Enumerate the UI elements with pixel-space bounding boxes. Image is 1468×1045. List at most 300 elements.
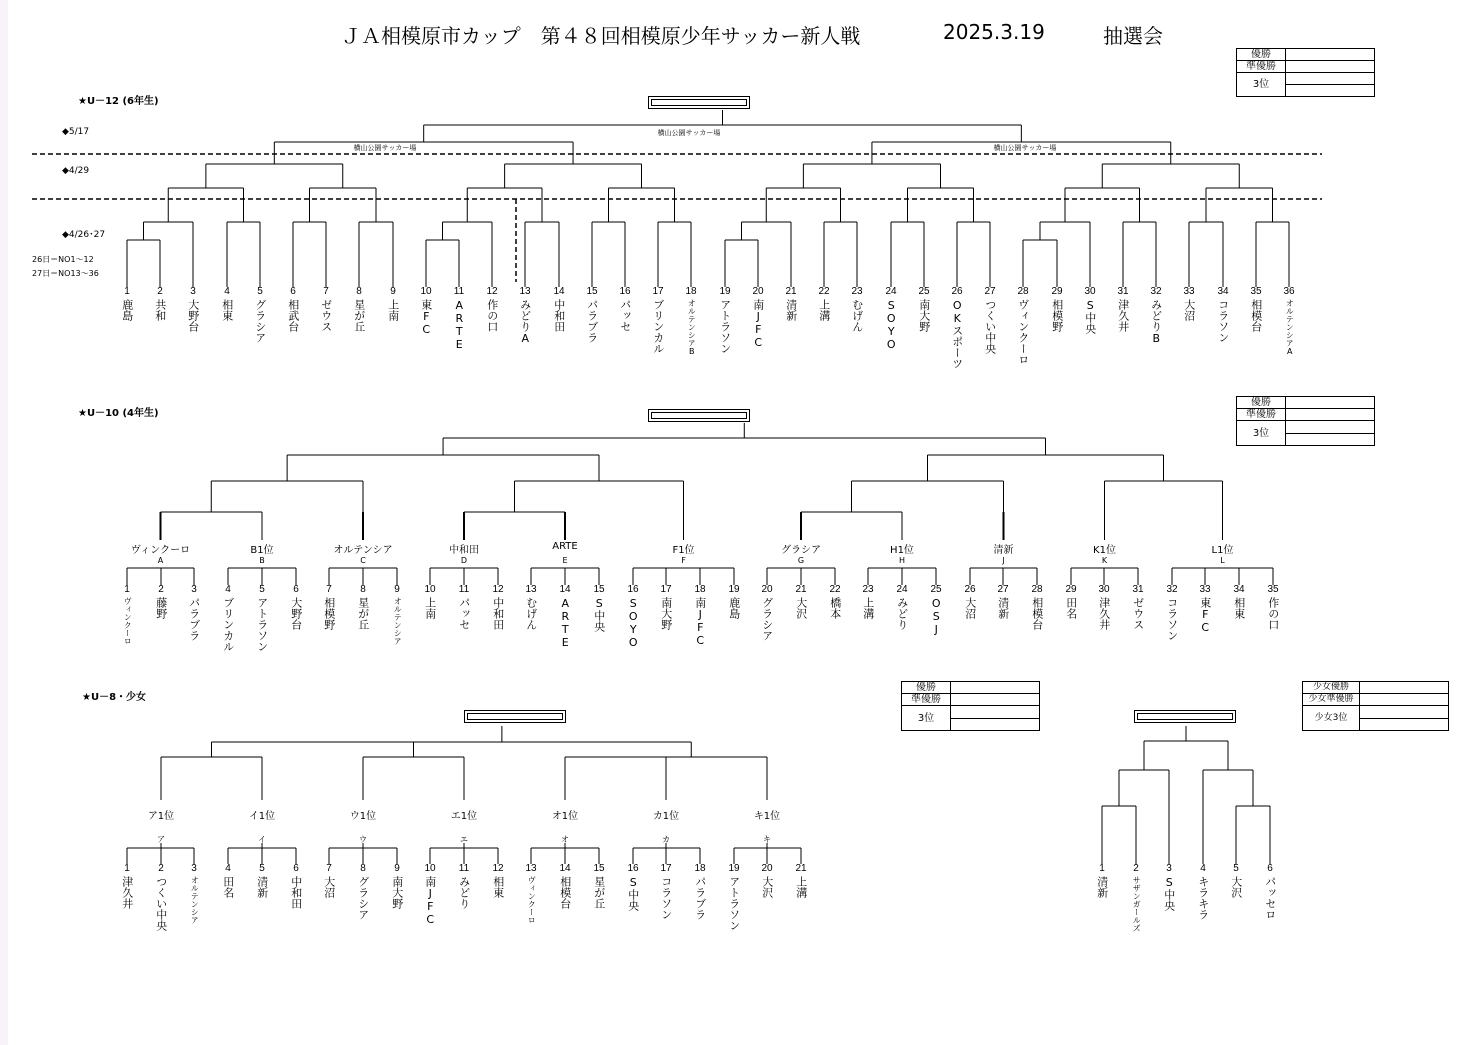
team-name: 大沼	[322, 875, 336, 898]
team-name: 上溝	[794, 875, 808, 898]
team-entry	[1265, 585, 1281, 630]
team-name: グラシア	[253, 298, 267, 343]
team-name: 津久井	[120, 875, 134, 909]
team-entry	[185, 287, 201, 332]
team-name: オルテンシア	[190, 875, 200, 924]
u10-section-title: ★U－10 (4年生)	[78, 408, 159, 419]
team-number: 16	[619, 286, 631, 297]
team-name: 南大野	[659, 596, 673, 630]
team-name: 津久井	[1116, 298, 1130, 332]
team-entry	[894, 585, 910, 630]
team-entry	[153, 585, 169, 619]
team-entry	[1197, 585, 1213, 634]
u10-group-letter: G	[797, 556, 805, 565]
team-entry	[750, 287, 766, 349]
team-entry	[321, 585, 337, 630]
team-entry	[625, 585, 641, 649]
team-number: 6	[290, 286, 296, 297]
u10-champion-box[interactable]	[648, 409, 750, 422]
team-name: 藤野	[154, 596, 168, 619]
team-name: 相東	[220, 298, 234, 321]
team-entry	[658, 864, 674, 920]
team-name: コラソン	[1216, 298, 1230, 343]
team-number: 7	[326, 584, 332, 595]
sheet-date: 2025.3.19	[943, 20, 1045, 44]
u12-day1-note: 26日＝NO1～12	[32, 255, 94, 264]
team-number: 6	[293, 584, 299, 595]
team-name: つくい中央	[154, 875, 168, 931]
team-number: 19	[728, 584, 740, 595]
team-entry	[1015, 287, 1031, 365]
second-value[interactable]	[1286, 409, 1375, 421]
u10-group-letter: E	[562, 556, 568, 565]
team-entry	[422, 864, 438, 926]
girls-second-value[interactable]	[1360, 694, 1449, 706]
team-entry	[1164, 585, 1180, 641]
girls-champion-box[interactable]	[1134, 710, 1236, 723]
team-entry	[523, 864, 539, 924]
u12-round1-date: ◆4/26･27	[62, 230, 106, 240]
team-entry	[928, 585, 944, 636]
team-entry	[288, 585, 304, 630]
team-name: 作の口	[485, 298, 499, 332]
team-number: 12	[486, 286, 498, 297]
team-name: SOYO	[626, 596, 640, 649]
team-name: パッセロ	[1263, 875, 1277, 920]
team-name: 作の口	[1266, 596, 1280, 630]
team-number: 3	[190, 286, 196, 297]
team-entry	[1231, 585, 1247, 619]
team-name: 田名	[1064, 596, 1078, 619]
team-entry	[883, 287, 899, 351]
team-number: 2	[158, 863, 164, 874]
team-name: 上溝	[817, 298, 831, 321]
u8-group-letter: カ	[662, 835, 670, 844]
team-number: 29	[1065, 584, 1077, 595]
team-entry	[288, 864, 304, 909]
team-number: 11	[453, 286, 465, 297]
team-number: 2	[1133, 863, 1139, 874]
team-name: 鹿島	[120, 298, 134, 321]
team-entry	[625, 864, 641, 911]
team-number: 28	[1031, 584, 1043, 595]
team-number: 14	[559, 863, 571, 874]
team-entry	[726, 864, 742, 931]
team-number: 6	[1267, 863, 1273, 874]
team-entry	[683, 287, 699, 356]
u12-semifinal-venue-right: 横山公園サッカー場	[993, 144, 1057, 152]
u10-group-letter: A	[157, 556, 164, 565]
team-number: 21	[795, 584, 807, 595]
team-number: 17	[652, 286, 664, 297]
team-name: みどり	[457, 875, 471, 909]
bracket-sheet	[8, 0, 1468, 1045]
team-number: 1	[1099, 863, 1105, 874]
u10-group-label: ARTE	[552, 541, 578, 552]
team-name: オルテンシア	[393, 596, 403, 645]
team-name: つくい中央	[983, 298, 997, 354]
u12-round2-date: ◆4/29	[62, 166, 90, 176]
team-number: 29	[1051, 286, 1063, 297]
team-name: 相模台	[1249, 298, 1263, 332]
team-name: S中央	[1083, 298, 1097, 334]
team-number: 5	[259, 584, 265, 595]
team-number: 7	[323, 286, 329, 297]
team-name: コラソン	[659, 875, 673, 920]
u10-group-letter: D	[460, 556, 468, 565]
team-entry	[1215, 287, 1231, 343]
team-number: 31	[1117, 286, 1129, 297]
team-name: 清新	[996, 596, 1010, 619]
team-name: ゼウス	[319, 298, 333, 332]
u12-section-title: ★U－12 (6年生)	[78, 96, 159, 107]
team-entry	[860, 585, 876, 619]
team-number: 8	[356, 286, 362, 297]
team-number: 9	[394, 863, 400, 874]
first-value[interactable]	[1286, 397, 1375, 409]
team-entry	[849, 287, 865, 332]
team-entry	[759, 864, 775, 898]
team-name: ARTE	[452, 298, 466, 351]
team-name: S中央	[592, 596, 606, 632]
team-name: 清新	[784, 298, 798, 321]
team-entry	[1049, 287, 1065, 332]
team-entry	[717, 287, 733, 354]
team-entry	[152, 287, 168, 321]
u10-group-label: K1位	[1093, 545, 1116, 556]
team-number: 22	[818, 286, 830, 297]
third-value-2[interactable]	[951, 718, 1040, 731]
team-entry	[219, 287, 235, 321]
team-entry	[422, 585, 438, 619]
team-entry	[591, 864, 607, 909]
team-entry	[726, 585, 742, 619]
second-value[interactable]	[1286, 61, 1375, 73]
sheet-event: 抽選会	[1103, 24, 1163, 48]
team-name: 相模野	[1050, 298, 1064, 332]
u10-group-letter: C	[360, 556, 366, 565]
u8-group-label: イ1位	[248, 811, 276, 822]
team-number: 28	[1017, 286, 1029, 297]
team-name: オルテンシアA	[1285, 298, 1295, 356]
u8-group-label: キ1位	[753, 811, 781, 822]
team-name: グラシア	[760, 596, 774, 641]
team-number: 3	[1166, 863, 1172, 874]
team-number: 9	[394, 584, 400, 595]
first-value[interactable]	[951, 682, 1040, 694]
team-entry	[418, 287, 434, 336]
team-number: 11	[458, 863, 470, 874]
u8-champion-box[interactable]	[464, 710, 566, 723]
team-number: 12	[492, 584, 504, 595]
team-number: 25	[930, 584, 942, 595]
team-number: 35	[1267, 584, 1279, 595]
u8-group-label: カ1位	[652, 811, 680, 822]
team-number: 27	[997, 584, 1009, 595]
team-name: 南JFC	[693, 596, 707, 647]
team-number: 16	[627, 863, 639, 874]
team-entry	[318, 287, 334, 332]
team-entry	[827, 585, 843, 619]
team-name: ヴィンクーロ	[1016, 298, 1030, 365]
third-label: 3位	[1237, 421, 1286, 446]
team-entry	[153, 864, 169, 931]
team-entry	[916, 287, 932, 332]
u8-group-label: オ1位	[551, 811, 579, 822]
team-entry	[584, 287, 600, 343]
team-number: 20	[761, 584, 773, 595]
team-number: 10	[424, 584, 436, 595]
team-entry	[995, 585, 1011, 619]
team-number: 25	[918, 286, 930, 297]
u8-group-letter: ア	[157, 835, 165, 844]
team-name: ブリンカル	[221, 596, 235, 652]
team-number: 19	[719, 286, 731, 297]
team-entry	[523, 585, 539, 630]
girls-results-table	[1302, 681, 1449, 731]
team-name: OSJ	[929, 596, 943, 636]
team-name: 相模台	[1030, 596, 1044, 630]
team-number: 30	[1084, 286, 1096, 297]
team-number: 1	[124, 584, 130, 595]
team-name: サザンガールズ	[1132, 875, 1142, 932]
team-number: 20	[752, 286, 764, 297]
u12-champion-box[interactable]	[648, 96, 750, 109]
team-number: 10	[420, 286, 432, 297]
team-name: 相東	[491, 875, 505, 898]
team-name: パッセ	[457, 596, 471, 630]
team-entry	[591, 585, 607, 632]
u8-group-letter: オ	[561, 835, 569, 844]
team-name: 星が丘	[352, 298, 366, 332]
team-entry	[962, 585, 978, 619]
team-name: 大沢	[794, 596, 808, 619]
team-name: 相模野	[322, 596, 336, 630]
team-entry	[490, 585, 506, 630]
team-name: 大野台	[186, 298, 200, 332]
u8-group-letter: イ	[258, 835, 266, 844]
team-entry	[692, 864, 708, 920]
u12-semifinal-venue-left: 横山公園サッカー場	[353, 144, 417, 152]
team-entry	[759, 585, 775, 641]
team-entry	[1094, 864, 1110, 898]
team-entry	[389, 585, 405, 645]
team-entry	[220, 864, 236, 898]
u10-group-label: L1位	[1211, 545, 1234, 556]
team-entry	[456, 585, 472, 630]
third-value-2[interactable]	[1286, 433, 1375, 446]
team-number: 17	[660, 584, 672, 595]
team-name: 清新	[255, 875, 269, 898]
team-number: 17	[660, 863, 672, 874]
team-number: 24	[896, 584, 908, 595]
team-entry	[351, 287, 367, 332]
team-entry	[793, 864, 809, 898]
team-number: 7	[326, 863, 332, 874]
team-name: みどりB	[1149, 298, 1163, 345]
team-entry	[451, 287, 467, 351]
team-entry	[186, 864, 202, 924]
team-entry	[1195, 864, 1211, 920]
team-number: 35	[1250, 286, 1262, 297]
team-name: アトラソン	[727, 875, 741, 931]
u10-results-table	[1236, 396, 1375, 446]
team-name: 中和田	[289, 875, 303, 909]
team-entry	[119, 864, 135, 909]
team-number: 23	[862, 584, 874, 595]
team-name: 中和田	[552, 298, 566, 332]
third-label: 3位	[902, 706, 951, 731]
girls-third-label: 少女3位	[1303, 706, 1360, 731]
girls-first-value[interactable]	[1360, 682, 1449, 694]
team-entry	[658, 585, 674, 630]
second-label: 準優勝	[902, 694, 951, 706]
u8-group-label: ウ1位	[349, 811, 377, 822]
team-number: 21	[795, 863, 807, 874]
girls-third-value-1[interactable]	[1360, 706, 1449, 719]
team-number: 18	[694, 863, 706, 874]
team-number: 34	[1233, 584, 1245, 595]
u10-group-label: グラシア	[781, 545, 821, 556]
team-entry	[220, 585, 236, 652]
u10-group-letter: H	[898, 556, 906, 565]
team-name: 相模台	[558, 875, 572, 909]
team-name: ブリンカル	[651, 298, 665, 354]
team-number: 3	[191, 584, 197, 595]
team-number: 14	[559, 584, 571, 595]
team-name: 共和	[153, 298, 167, 321]
team-number: 32	[1150, 286, 1162, 297]
team-name: 上溝	[861, 596, 875, 619]
team-number: 15	[586, 286, 598, 297]
team-number: 8	[360, 584, 366, 595]
team-number: 9	[390, 286, 396, 297]
team-name: みどりA	[518, 298, 532, 345]
team-name: 東FC	[419, 298, 433, 336]
team-number: 15	[593, 863, 605, 874]
team-number: 20	[761, 863, 773, 874]
team-name: パラブラ	[693, 875, 707, 920]
team-name: 大沼	[1182, 298, 1196, 321]
team-entry	[254, 585, 270, 652]
team-entry	[1096, 585, 1112, 630]
team-entry	[692, 585, 708, 647]
team-number: 16	[627, 584, 639, 595]
team-entry	[982, 287, 998, 354]
team-number: 2	[157, 286, 163, 297]
u10-group-label: F1位	[672, 545, 695, 556]
third-value-1[interactable]	[1286, 421, 1375, 434]
team-entry	[1029, 585, 1045, 630]
team-name: 清新	[1095, 875, 1109, 898]
third-label: 3位	[1237, 73, 1286, 97]
u10-group-label: オルテンシア	[333, 545, 393, 556]
team-number: 4	[225, 863, 231, 874]
second-value[interactable]	[951, 694, 1040, 706]
team-entry	[949, 287, 965, 369]
team-number: 6	[293, 863, 299, 874]
team-entry	[1063, 585, 1079, 619]
team-name: 大沢	[760, 875, 774, 898]
team-name: ヴィンクーロ	[123, 596, 133, 645]
team-name: アトラソン	[255, 596, 269, 652]
team-name: 相東	[1232, 596, 1246, 619]
team-number: 34	[1217, 286, 1229, 297]
first-value[interactable]	[1286, 49, 1375, 61]
team-entry	[355, 585, 371, 630]
third-value-2[interactable]	[1286, 85, 1375, 97]
second-label: 準優勝	[1237, 409, 1286, 421]
u10-group-label: 中和田	[449, 545, 479, 556]
team-entry	[1262, 864, 1278, 920]
team-entry	[517, 287, 533, 345]
team-name: 星が丘	[592, 875, 606, 909]
team-entry	[816, 287, 832, 321]
u8-group-letter: エ	[460, 835, 468, 844]
team-number: 19	[728, 863, 740, 874]
team-number: 23	[851, 286, 863, 297]
u8-group-label: エ1位	[450, 811, 478, 822]
team-name: 津久井	[1097, 596, 1111, 630]
team-number: 1	[124, 863, 130, 874]
team-entry	[355, 864, 371, 920]
team-number: 4	[225, 584, 231, 595]
u12-day2-note: 27日＝NO13～36	[32, 269, 99, 278]
team-number: 14	[553, 286, 565, 297]
team-number: 10	[424, 863, 436, 874]
u10-group-letter: K	[1101, 556, 1108, 565]
team-name: 南JFC	[423, 875, 437, 926]
u8-section-title: ★U－8・少女	[82, 692, 147, 703]
third-value-1[interactable]	[1286, 73, 1375, 85]
team-entry	[321, 864, 337, 898]
team-name: ヴィンクーロ	[527, 875, 537, 924]
team-entry	[1082, 287, 1098, 334]
u12-final-venue: 横山公園サッカー場	[657, 129, 721, 137]
third-value-1[interactable]	[951, 706, 1040, 719]
team-name: ゼウス	[1131, 596, 1145, 630]
u10-group-label: B1位	[250, 545, 274, 556]
second-label: 準優勝	[1237, 61, 1286, 73]
girls-third-value-2[interactable]	[1360, 718, 1449, 731]
team-number: 13	[525, 863, 537, 874]
team-name: S中央	[626, 875, 640, 911]
team-entry	[1128, 864, 1144, 932]
team-name: 星が丘	[356, 596, 370, 630]
u8-group-letter: ウ	[359, 835, 367, 844]
team-entry	[650, 287, 666, 354]
team-name: S中央	[1162, 875, 1176, 911]
team-name: みどり	[895, 596, 909, 630]
team-entry	[793, 585, 809, 619]
u12-final-date: ◆5/17	[62, 127, 90, 137]
team-name: 東FC	[1198, 596, 1212, 634]
team-number: 5	[1233, 863, 1239, 874]
team-name: 大野台	[289, 596, 303, 630]
team-number: 2	[158, 584, 164, 595]
team-number: 32	[1166, 584, 1178, 595]
u10-group-letter: B	[259, 556, 265, 565]
team-name: パッセ	[618, 298, 632, 332]
team-number: 22	[829, 584, 841, 595]
team-name: ARTE	[558, 596, 572, 649]
team-number: 12	[492, 863, 504, 874]
team-entry	[557, 585, 573, 649]
team-name: キラキラ	[1196, 875, 1210, 920]
team-name: 大沢	[1229, 875, 1243, 898]
team-number: 26	[951, 286, 963, 297]
team-name: アトラソン	[718, 298, 732, 354]
